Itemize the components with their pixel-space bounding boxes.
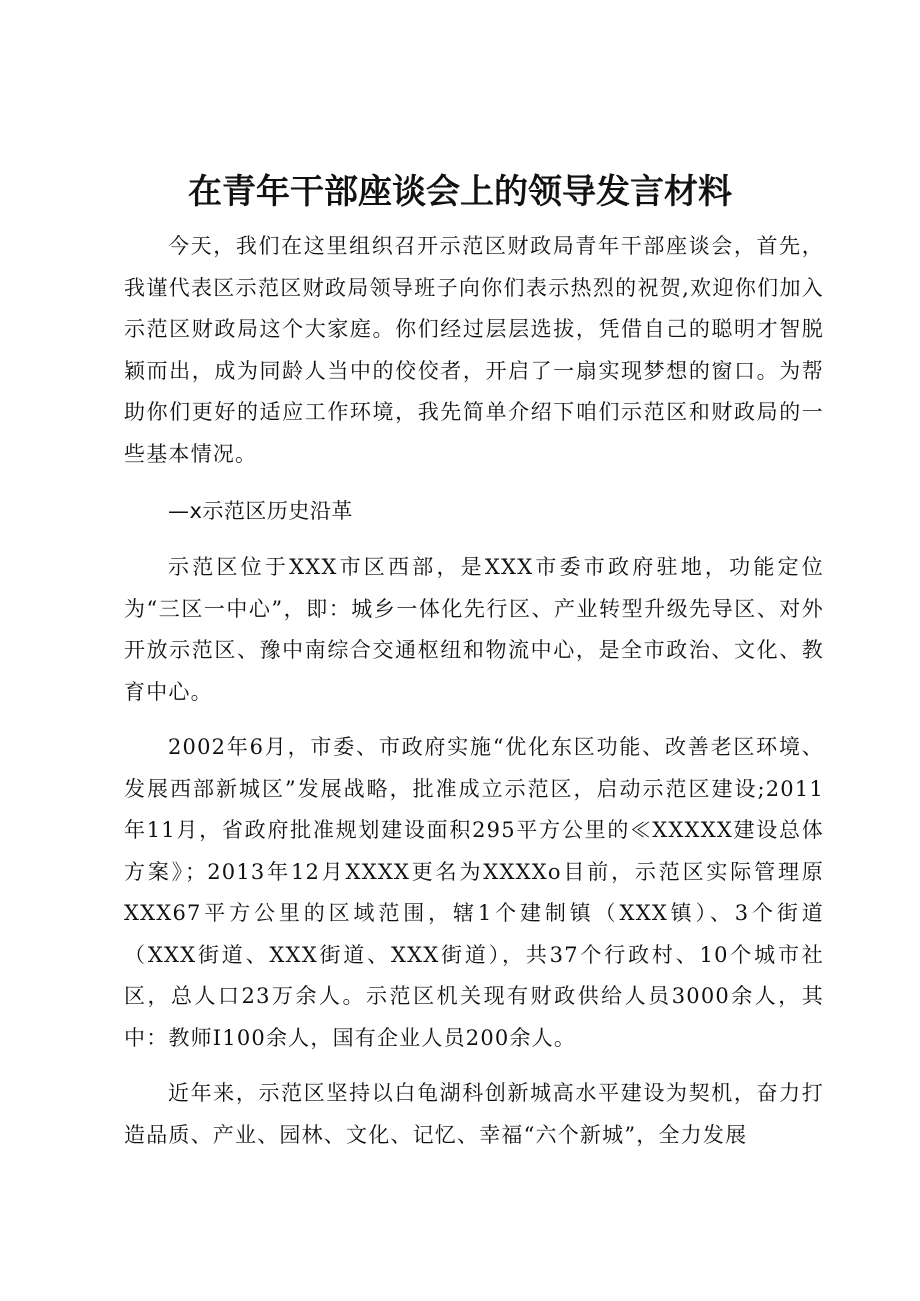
paragraph-history: 2002年6月，市委、市政府实施“优化东区功能、改善老区环境、发展西部新城区”发展战略，批准成立示范区，启动示范区建设;2011年11月，省政府批准规划建设面积295平方公里的≪XXXXX建设总体方案》；2013年12月XXXX更名为XXXXo目前，示范区实际管理原XXX67平方公里的区域范围，辖1个建制镇（XXX镇）、3个街道（XXX街道、XXX街道、XXX街道），共37个行政村、10个城市社区，总人口23万余人。示范区机关现有财政供给人员3000余人，其中：教师I100余人，国有企业人员200余人。 [124,735,824,1050]
paragraph-recent: 近年来，示范区坚持以白龟湖科创新城高水平建设为契机，奋力打造品质、产业、园林、文化、记忆、幸福“六个新城”，全力发展 [124,1081,824,1147]
section-heading: —x示范区历史沿革 [168,499,353,523]
document-title: 在青年干部座谈会上的领导发言材料 [188,172,732,212]
document-body [124,226,824,1156]
paragraph-location: 示范区位于XXX市区西部，是XXX市委市政府驻地，功能定位为“三区一中心”，即：城乡一体化先行区、产业转型升级先导区、对外开放示范区、豫中南综合交通枢纽和物流中心，是全市政治、文化、教育中心。 [124,555,824,704]
paragraph-intro: 今天，我们在这里组织召开示范区财政局青年干部座谈会，首先，我谨代表区示范区财政局领导班子向你们表示热烈的祝贺,欢迎你们加入示范区财政局这个大家庭。你们经过层层选拔，凭借自己的聪明才智脱颖而出，成为同龄人当中的佼佼者，开启了一扇实现梦想的窗口。为帮助你们更好的适应工作环境，我先简单介绍下咱们示范区和财政局的一些基本情况。 [124,234,824,466]
spacer [124,475,824,489]
spacer [124,1059,824,1073]
spacer [124,713,824,727]
